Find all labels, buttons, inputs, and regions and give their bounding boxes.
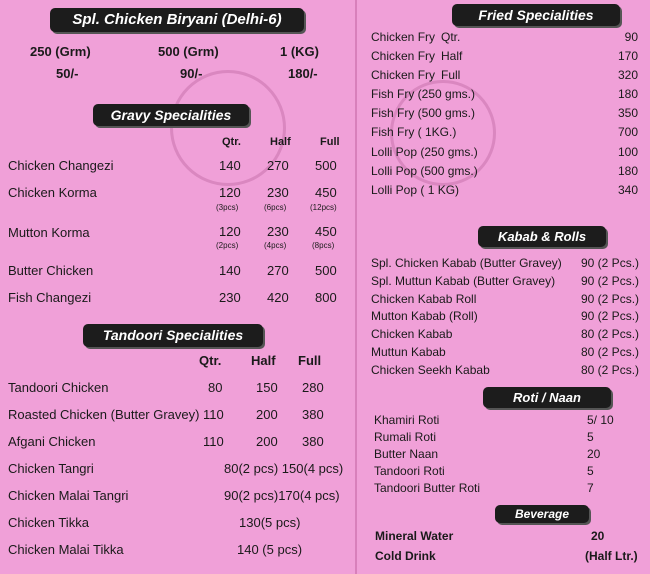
item-name: Roasted Chicken (Butter Gravey) (8, 407, 200, 422)
item-qtr: 110 (203, 434, 224, 449)
item-qtr: 120 (219, 224, 241, 239)
item-name: Chicken Malai Tikka (8, 542, 124, 557)
item-price: 20 (587, 447, 601, 461)
item-full: 380 (302, 434, 324, 449)
item-name: Chicken Korma (8, 185, 97, 200)
item-name: Chicken Kabab (371, 327, 453, 341)
item-price: 140 (5 pcs) (237, 542, 303, 557)
item-name: Lolli Pop (250 gms.) (371, 145, 478, 159)
item-name: Chicken Malai Tangri (8, 488, 129, 503)
item-full-pcs: (8pcs) (312, 241, 335, 250)
item-name: Chicken Tikka (8, 515, 89, 530)
item-name: Chicken Fry (371, 49, 436, 63)
item-price: 80 (2 Pcs.) (581, 345, 640, 359)
item-price: (Half Ltr.) (585, 549, 638, 563)
item-price: 180 (617, 164, 638, 178)
item-price: 170 (617, 49, 638, 63)
biryani-title: Spl. Chicken Biryani (Delhi-6) (50, 8, 304, 32)
item-name: Chicken Changezi (8, 158, 114, 173)
item-name: Chicken Seekh Kabab (371, 363, 490, 377)
roti-title: Roti / Naan (483, 387, 611, 408)
item-half-pcs: (6pcs) (264, 203, 287, 212)
item-name: Lolli Pop ( 1 KG) (371, 183, 460, 197)
item-price: 5 (587, 430, 594, 444)
item-full: 450 (315, 185, 337, 200)
item-price: 90 (2 Pcs.) (581, 274, 640, 288)
item-name: Mineral Water (375, 529, 454, 543)
item-qtr: 140 (219, 263, 241, 278)
item-name: Chicken Kabab Roll (371, 292, 477, 306)
item-name: Lolli Pop (500 gms.) (371, 164, 478, 178)
item-price: 80(2 pcs) 150(4 pcs) (224, 461, 344, 476)
kabab-title: Kabab & Rolls (478, 226, 606, 247)
item-price: 80 (2 Pcs.) (581, 327, 640, 341)
item-qtr: 110 (203, 407, 224, 422)
item-name: Chicken Tangri (8, 461, 94, 476)
item-price: 180 (617, 87, 638, 101)
item-name: Tandoori Roti (374, 464, 445, 478)
item-full: 500 (315, 263, 337, 278)
item-name: Tandoori Butter Roti (374, 481, 481, 495)
item-name: Rumali Roti (374, 430, 437, 444)
item-price: 5 (587, 464, 594, 478)
tandoori-header-full: Full (298, 353, 322, 368)
item-full: 500 (315, 158, 337, 173)
item-qtr: 230 (219, 290, 241, 305)
tandoori-title: Tandoori Specialities (83, 324, 263, 347)
gravy-header-qtr: Qtr. (222, 136, 241, 148)
item-price: 320 (617, 68, 638, 82)
item-qtr: 120 (219, 185, 241, 200)
item-half: 150 (256, 380, 278, 395)
item-price: 90 (624, 30, 638, 44)
item-qtr-pcs: (2pcs) (216, 241, 239, 250)
item-price: 90(2 pcs)170(4 pcs) (224, 488, 340, 503)
item-size: Full (441, 68, 461, 82)
item-half: 270 (267, 263, 289, 278)
biryani-price-250: 50/- (56, 66, 79, 81)
item-price: 340 (617, 183, 638, 197)
beverage-title: Beverage (495, 505, 589, 523)
item-name: Mutton Korma (8, 225, 90, 240)
item-half-pcs: (4pcs) (264, 241, 287, 250)
item-name: Fish Fry ( 1KG.) (371, 125, 457, 139)
item-name: Afgani Chicken (8, 434, 96, 449)
fried-title: Fried Specialities (452, 4, 620, 26)
item-price: 350 (617, 106, 638, 120)
item-name: Spl. Chicken Kabab (Butter Gravey) (371, 256, 562, 270)
item-full: 800 (315, 290, 337, 305)
item-price: 700 (617, 125, 638, 139)
item-half: 200 (256, 407, 278, 422)
item-name: Mutton Kabab (Roll) (371, 309, 478, 323)
gravy-header-half: Half (270, 136, 291, 148)
item-qtr: 80 (208, 380, 223, 395)
item-name: Khamiri Roti (374, 413, 440, 427)
item-price: 90 (2 Pcs.) (581, 256, 640, 270)
item-name: Muttun Kabab (371, 345, 446, 359)
item-name: Fish Fry (250 gms.) (371, 87, 476, 101)
item-name: Butter Naan (374, 447, 439, 461)
item-size: Qtr. (441, 30, 461, 44)
item-name: Spl. Muttun Kabab (Butter Gravey) (371, 274, 556, 288)
biryani-size-1kg: 1 (KG) (280, 44, 319, 59)
item-name: Cold Drink (375, 549, 436, 563)
biryani-price-500: 90/- (180, 66, 203, 81)
item-half: 230 (267, 224, 289, 239)
item-price: 7 (587, 481, 594, 495)
tandoori-header-half: Half (251, 353, 276, 368)
tandoori-header-qtr: Qtr. (199, 353, 222, 368)
item-price: 80 (2 Pcs.) (581, 363, 640, 377)
item-name: Butter Chicken (8, 263, 94, 278)
item-size: Half (441, 49, 463, 63)
item-full: 450 (315, 224, 337, 239)
item-half: 230 (267, 185, 289, 200)
item-name: Tandoori Chicken (8, 380, 109, 395)
item-half: 200 (256, 434, 278, 449)
item-qtr: 140 (219, 158, 241, 173)
item-half: 270 (267, 158, 289, 173)
biryani-price-1kg: 180/- (288, 66, 318, 81)
gravy-header-full: Full (320, 136, 340, 148)
item-price: 20 (591, 529, 605, 543)
column-divider (355, 0, 357, 574)
item-price: 90 (2 Pcs.) (581, 292, 640, 306)
item-full-pcs: (12pcs) (310, 203, 337, 212)
gravy-title: Gravy Specialities (93, 104, 249, 126)
item-name: Chicken Fry (371, 30, 436, 44)
item-name: Fish Fry (500 gms.) (371, 106, 476, 120)
item-full: 280 (302, 380, 324, 395)
item-name: Chicken Fry (371, 68, 436, 82)
item-full: 380 (302, 407, 324, 422)
item-price: 5/ 10 (587, 413, 614, 427)
item-price: 90 (2 Pcs.) (581, 309, 640, 323)
item-qtr-pcs: (3pcs) (216, 203, 239, 212)
item-price: 130(5 pcs) (239, 515, 301, 530)
item-half: 420 (267, 290, 289, 305)
item-name: Fish Changezi (8, 290, 92, 305)
item-price: 100 (617, 145, 638, 159)
biryani-size-500: 500 (Grm) (158, 44, 219, 59)
biryani-size-250: 250 (Grm) (30, 44, 91, 59)
